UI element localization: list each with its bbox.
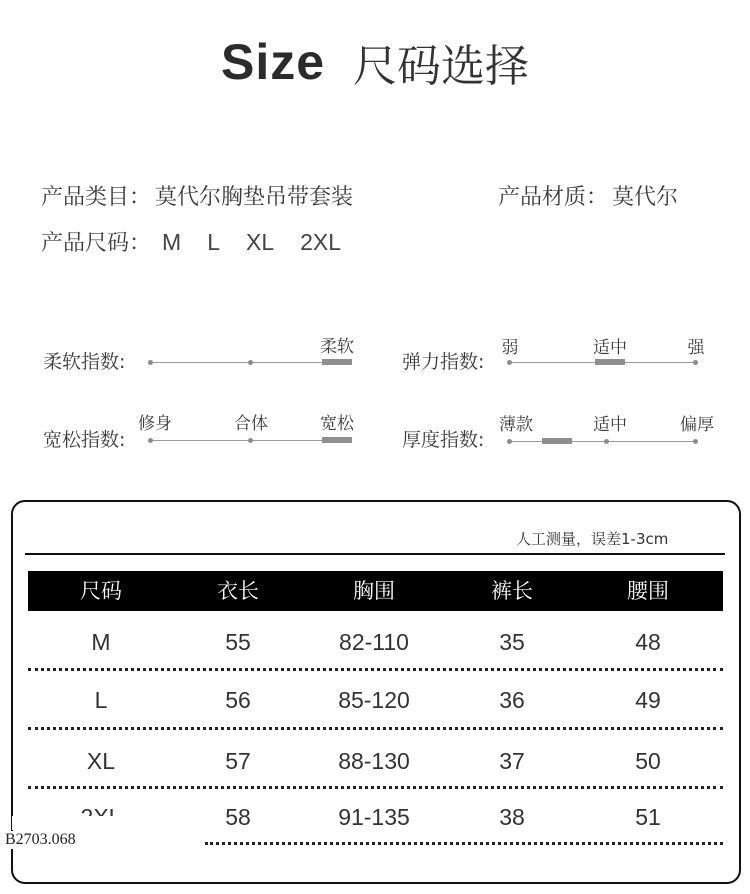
product-sizes [41,226,341,257]
table-cell: XL [86,748,116,774]
softness-index-label: 柔软指数: [43,351,126,373]
fit-option-regular: 合体 [234,414,268,434]
scale-dot [148,438,153,443]
table-cell: 38 [499,804,525,830]
table-cell: 56 [225,687,251,713]
table-cell: 37 [499,748,525,774]
elasticity-selected-marker [595,359,625,365]
page-title [0,30,750,94]
table-cell: L [94,687,108,713]
scale-dot [604,439,609,444]
scale-dot [693,439,698,444]
row-divider [28,668,723,671]
size-option: M [162,229,182,255]
fit-option-slim: 修身 [138,414,172,434]
scale-dot [507,360,512,365]
table-cell: 35 [499,629,525,655]
scale-dot [693,360,698,365]
thickness-option-thick: 偏厚 [680,415,714,435]
product-category-label: 产品类目： [41,185,152,210]
table-cell: 55 [225,629,251,655]
table-cell: 51 [635,804,661,830]
product-size-label: 产品尺码： [41,231,152,256]
column-header-waist: 腰围 [627,579,669,603]
table-cell: M [91,629,111,655]
scale-dot [148,360,153,365]
elasticity-option-medium: 适中 [593,338,627,358]
product-category-value: 莫代尔胸垫吊带套装 [155,185,354,210]
table-cell: 91-135 [338,804,410,830]
table-cell: 58 [225,804,251,830]
size-table-header [28,571,723,611]
fit-option-loose: 宽松 [320,414,354,434]
product-material-label: 产品材质： [498,185,609,210]
size-option: 2XL [300,229,342,255]
size-option: XL [245,229,275,255]
thickness-selected-marker [542,438,572,444]
scale-dot [507,439,512,444]
product-size-list [155,231,341,256]
size-option: L [207,229,220,255]
measurement-note: 人工测量，误差1-3cm [516,530,669,548]
title-size-cn: 尺码选择 [353,41,530,92]
table-cell: 36 [499,687,525,713]
softness-option-soft: 柔软 [320,337,354,357]
row-divider [28,786,723,789]
row-divider [28,727,723,730]
column-header-length: 衣长 [217,579,259,603]
table-cell: 88-130 [338,748,410,774]
softness-selected-marker [322,359,352,365]
table-cell: 50 [635,748,661,774]
thickness-option-medium: 适中 [593,415,627,435]
fit-index-label: 宽松指数: [43,429,126,451]
fit-selected-marker [322,437,352,443]
code-label-backdrop [12,816,208,830]
table-cell: 48 [635,629,661,655]
scale-dot [248,360,253,365]
table-cell: 57 [225,748,251,774]
thickness-option-thin: 薄款 [499,415,533,435]
table-cell: 49 [635,687,661,713]
elasticity-option-weak: 弱 [501,338,519,358]
thickness-index-label: 厚度指数: [402,429,485,451]
product-material-value: 莫代尔 [612,185,679,210]
column-header-bust: 胸围 [353,579,395,603]
product-material [498,180,678,211]
table-cell: 82-110 [339,629,409,655]
row-divider [205,842,723,845]
table-cell: 85-120 [338,687,410,713]
scale-dot [248,438,253,443]
product-code: B2703.068 [5,831,76,848]
elasticity-option-strong: 强 [687,338,705,358]
note-divider [25,553,725,555]
title-size-en: Size [220,34,326,90]
product-category [41,180,353,211]
elasticity-index-label: 弹力指数: [402,351,485,373]
column-header-size: 尺码 [80,579,122,603]
column-header-pants-length: 裤长 [491,579,533,603]
